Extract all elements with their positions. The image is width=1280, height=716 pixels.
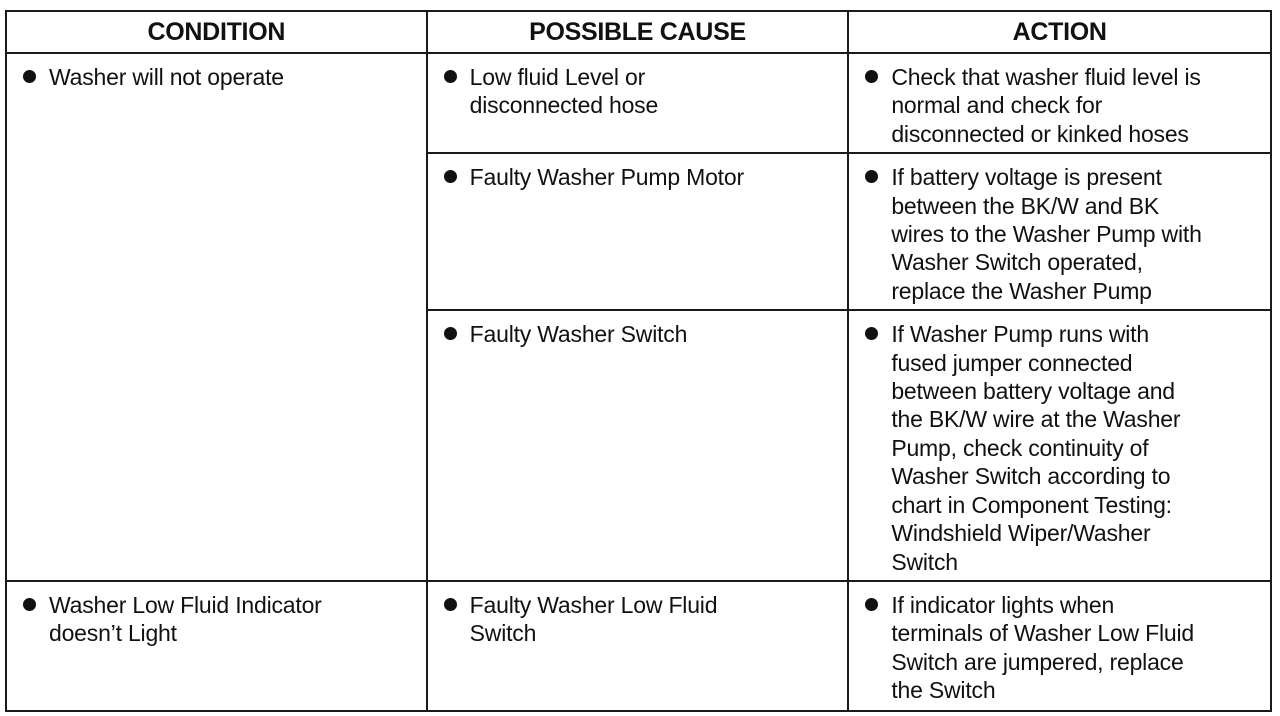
cause-text: Faulty Washer Pump Motor (469, 164, 744, 191)
action-cell (848, 153, 1271, 310)
bullet-icon (865, 598, 878, 611)
condition-text: Washer Low Fluid Indicator doesn’t Light (49, 591, 322, 647)
bullet-icon (23, 598, 36, 611)
bullet-icon (865, 327, 878, 340)
table-body (6, 53, 1271, 711)
condition-cell (6, 53, 427, 581)
cause-cell (427, 310, 849, 581)
list-item (444, 320, 836, 348)
cause-cell (427, 581, 849, 711)
list-item (865, 163, 1258, 305)
action-cell (848, 581, 1271, 711)
table-row (6, 53, 1271, 153)
table-row (6, 581, 1271, 711)
list-item (865, 320, 1258, 576)
action-text: If battery voltage is present between the BK/W and BK wires to the Washer Pump with Washer Switch operated, replace the Washer Pump (891, 164, 1202, 304)
action-text: If Washer Pump runs with fused jumper connected between battery voltage and the BK/W wire at the Washer Pump, check continuity of Washer Switch according to chart in Component Testing: Windshield Wiper/Washer Switch (891, 321, 1181, 575)
bullet-icon (444, 70, 457, 83)
action-cell (848, 53, 1271, 153)
bullet-icon (23, 70, 36, 83)
cause-text: Faulty Washer Switch (469, 321, 688, 348)
bullet-icon (865, 170, 878, 183)
condition-cell (6, 581, 427, 711)
condition-text: Washer will not operate (49, 64, 284, 90)
action-cell (848, 310, 1271, 581)
bullet-icon (444, 598, 457, 611)
cause-cell (427, 53, 849, 153)
cause-text: Faulty Washer Low Fluid Switch (469, 591, 718, 647)
action-text: Check that washer fluid level is normal and check for disconnected or kinked hoses (891, 64, 1201, 147)
bullet-icon (865, 70, 878, 83)
list-item (865, 591, 1258, 705)
list-item (23, 63, 414, 91)
header-row (6, 11, 1271, 53)
list-item (444, 63, 836, 120)
table-header (6, 11, 1271, 53)
bullet-icon (444, 327, 457, 340)
list-item (444, 163, 836, 191)
list-item (865, 63, 1258, 148)
header-action: ACTION (848, 11, 1271, 53)
troubleshooting-table (5, 10, 1272, 712)
bullet-icon (444, 170, 457, 183)
header-condition: CONDITION (6, 11, 427, 53)
action-text: If indicator lights when terminals of Washer Low Fluid Switch are jumpered, replace the Switch (891, 591, 1194, 704)
cause-cell (427, 153, 849, 310)
cause-text: Low fluid Level or disconnected hose (469, 64, 659, 119)
list-item (444, 591, 836, 648)
header-possible-cause: POSSIBLE CAUSE (427, 11, 849, 53)
list-item (23, 591, 414, 648)
